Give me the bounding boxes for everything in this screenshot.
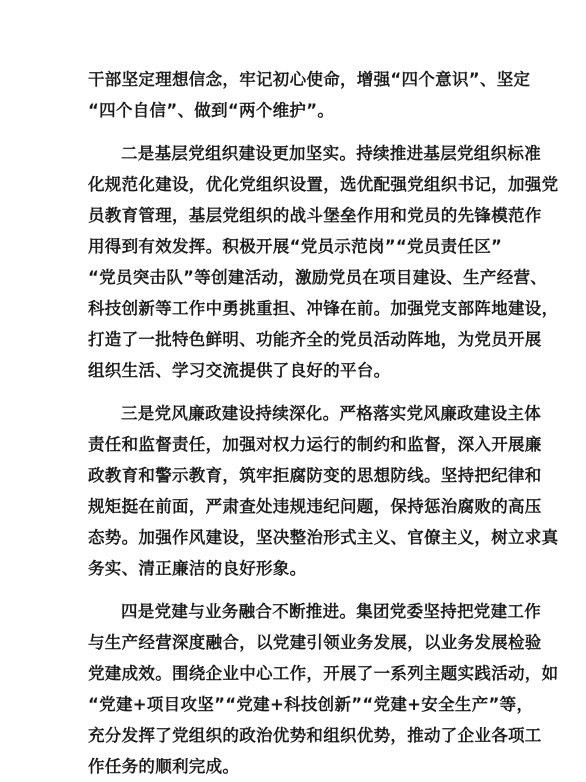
text-line: 化规范化建设，优化党组织设置，选优配强党组织书记，加强党 — [88, 175, 559, 194]
text-line: 政教育和警示教育，筑牢拒腐防变的思想防线。坚持把纪律和 — [88, 466, 542, 485]
text-line: 三是党风廉政建设持续深化。严格落实党风廉政建设主体 — [121, 404, 541, 423]
text-line: 二是基层党组织建设更加坚实。持续推进基层党组织标准 — [121, 144, 541, 163]
text-line: 打造了一批特色鲜明、功能齐全的党员活动阵地，为党员开展 — [88, 330, 542, 349]
text-line: 充分发挥了党组织的政治优势和组织优势，推动了企业各项工 — [88, 726, 542, 745]
text-line: 党建成效。围绕企业中心工作，开展了一系列主题实践活动，如 — [88, 664, 559, 683]
paragraph-business-integration — [88, 596, 559, 782]
text-line: 组织生活、学习交流提供了良好的平台。 — [88, 361, 391, 380]
text-line: “党员突击队”等创建活动，激励党员在项目建设、生产经营、 — [88, 268, 548, 287]
text-line: 用得到有效发挥。积极开展“党员示范岗”“党员责任区” — [88, 237, 503, 256]
paragraph-clean-governance — [88, 398, 559, 584]
text-line: “党建+项目攻坚”“党建+科技创新”“党建+安全生产”等， — [88, 695, 534, 714]
text-line: 干部坚定理想信念，牢记初心使命，增强“四个意识”、坚定 — [88, 70, 531, 89]
text-line: 务实、清正廉洁的良好形象。 — [88, 559, 307, 578]
text-line: 规矩挺在前面，严肃查处违规违纪问题，保持惩治腐败的高压 — [88, 497, 542, 516]
text-line: 科技创新等工作中勇挑重担、冲锋在前。加强党支部阵地建设， — [88, 299, 559, 318]
paragraph-continuation — [88, 64, 531, 126]
paragraph-party-organization — [88, 138, 559, 386]
text-line: “四个自信”、做到“两个维护”。 — [88, 101, 335, 120]
text-line: 态势。加强作风建设，坚决整治形式主义、官僚主义，树立求真 — [88, 528, 559, 547]
text-line: 四是党建与业务融合不断推进。集团党委坚持把党建工作 — [121, 602, 541, 621]
text-line: 与生产经营深度融合，以党建引领业务发展，以业务发展检验 — [88, 633, 542, 652]
text-line: 作任务的顺利完成。 — [88, 757, 240, 776]
text-line: 责任和监督责任，加强对权力运行的制约和监督，深入开展廉 — [88, 435, 542, 454]
text-line: 员教育管理，基层党组织的战斗堡垒作用和党员的先锋模范作 — [88, 206, 542, 225]
